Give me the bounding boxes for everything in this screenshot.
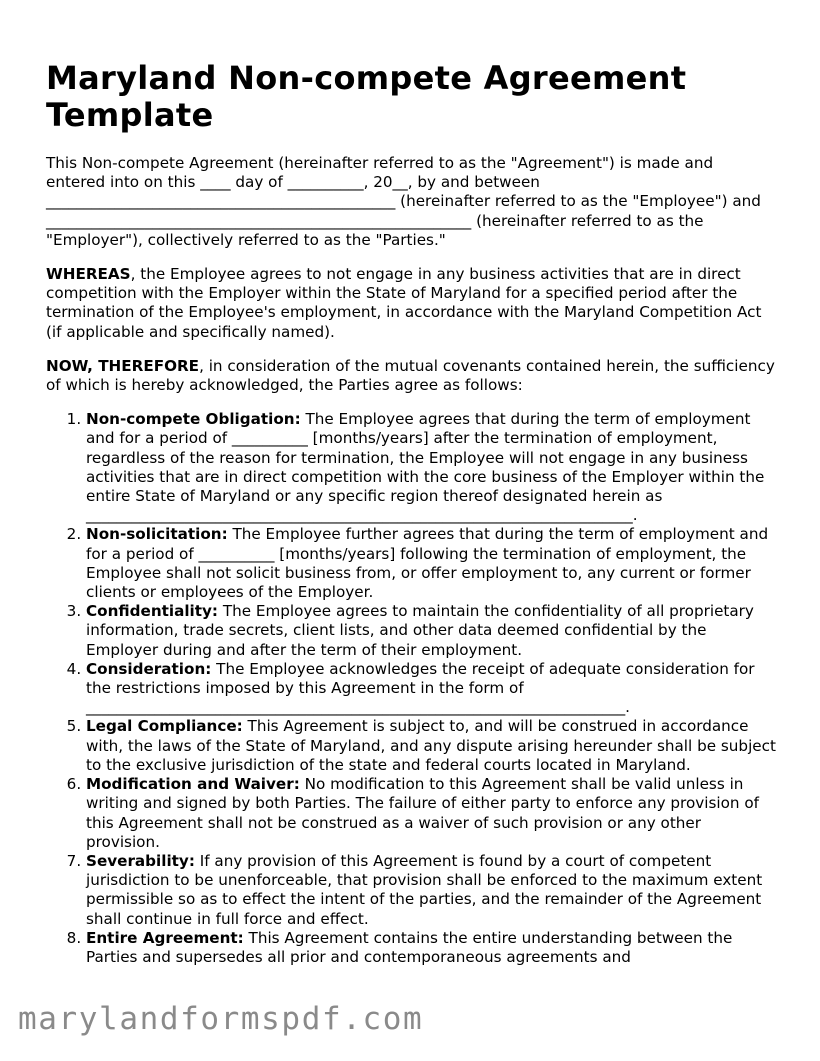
clause-heading: Modification and Waiver: xyxy=(86,775,300,794)
clause-heading: Non-solicitation: xyxy=(86,525,228,544)
site-watermark: marylandformspdf.com xyxy=(18,1001,424,1037)
whereas-paragraph xyxy=(46,265,776,342)
now-therefore-lead: NOW, THEREFORE xyxy=(46,356,200,375)
clause-item xyxy=(86,717,776,775)
clause-text: The Employee further agrees that during the term of employment and for a period of __________ [months/years] following the termination of employment, the Employee shall not solicit business from, or offer employment to, any current or former clients or employees of the Employer. xyxy=(86,525,769,602)
clause-text: This Agreement contains the entire understanding between the Parties and supersedes all prior and contemporaneous agreements and xyxy=(86,928,733,966)
clause-heading: Legal Compliance: xyxy=(86,717,243,736)
clause-text: If any provision of this Agreement is found by a court of competent jurisdiction to be unenforceable, that provision shall be enforced to the maximum extent permissible so as to effect the intent of the parties, and the remainder of the Agreement shall continue in full force and effect. xyxy=(86,851,763,928)
clause-heading: Entire Agreement: xyxy=(86,928,244,947)
now-therefore-text: , in consideration of the mutual covenants contained herein, the sufficiency of which is hereby acknowledged, the Parties agree as follows: xyxy=(46,356,775,395)
document-page xyxy=(46,60,776,967)
clause-item xyxy=(86,775,776,852)
clause-text: The Employee acknowledges the receipt of adequate consideration for the restrictions imposed by this Agreement in the form of _______________________________________________________________________. xyxy=(86,659,755,717)
clause-text: No modification to this Agreement shall be valid unless in writing and signed by both Parties. The failure of either party to enforce any provision of this Agreement shall not be construed as a waiver of such provision or any other provision. xyxy=(86,775,759,851)
now-therefore-paragraph xyxy=(46,357,776,395)
clause-item xyxy=(86,852,776,929)
clause-item xyxy=(86,410,776,525)
whereas-lead: WHEREAS xyxy=(46,265,131,284)
whereas-text: , the Employee agrees to not engage in any business activities that are in direct competition with the Employer within the State of Maryland for a specified period after the termination of the Employee's employment, in accordance with the Maryland Competition Act (if applicable and specifically named). xyxy=(46,265,762,341)
clause-text: The Employee agrees that during the term of employment and for a period of __________ [months/years] after the termination of employment, regardless of the reason for termination, the Employee will not engage in any business activities that are in direct competition with the core business of the Employer within the entire State of Maryland or any specific region thereof designated herein as ________________________________________________________________________. xyxy=(86,410,765,525)
clause-text: This Agreement is subject to, and will be construed in accordance with, the laws of the State of Maryland, and any dispute arising hereunder shall be subject to the exclusive jurisdiction of the state and federal courts located in Maryland. xyxy=(86,717,776,774)
clause-heading: Non-compete Obligation: xyxy=(86,410,301,429)
clause-item xyxy=(86,602,776,660)
clause-heading: Consideration: xyxy=(86,659,212,678)
clause-heading: Severability: xyxy=(86,851,195,870)
clause-item xyxy=(86,929,776,967)
clause-heading: Confidentiality: xyxy=(86,602,218,621)
intro-paragraph: This Non-compete Agreement (hereinafter referred to as the "Agreement") is made and entered into on this ____ day of __________, 20__, by and between ______________________________________________ (hereinafter referred to as the "Employee") and ________________________________________________________ (hereinafter referred to as the "Employer"), collectively referred to as the "Parties." xyxy=(46,154,761,249)
clause-item xyxy=(86,525,776,602)
page-title: Maryland Non-compete Agreement Template xyxy=(46,59,687,134)
clauses-list xyxy=(46,410,776,967)
clause-item xyxy=(86,660,776,718)
clause-text: The Employee agrees to maintain the confidentiality of all proprietary information, trade secrets, client lists, and other data deemed confidential by the Employer during and after the term of their employment. xyxy=(86,602,754,659)
